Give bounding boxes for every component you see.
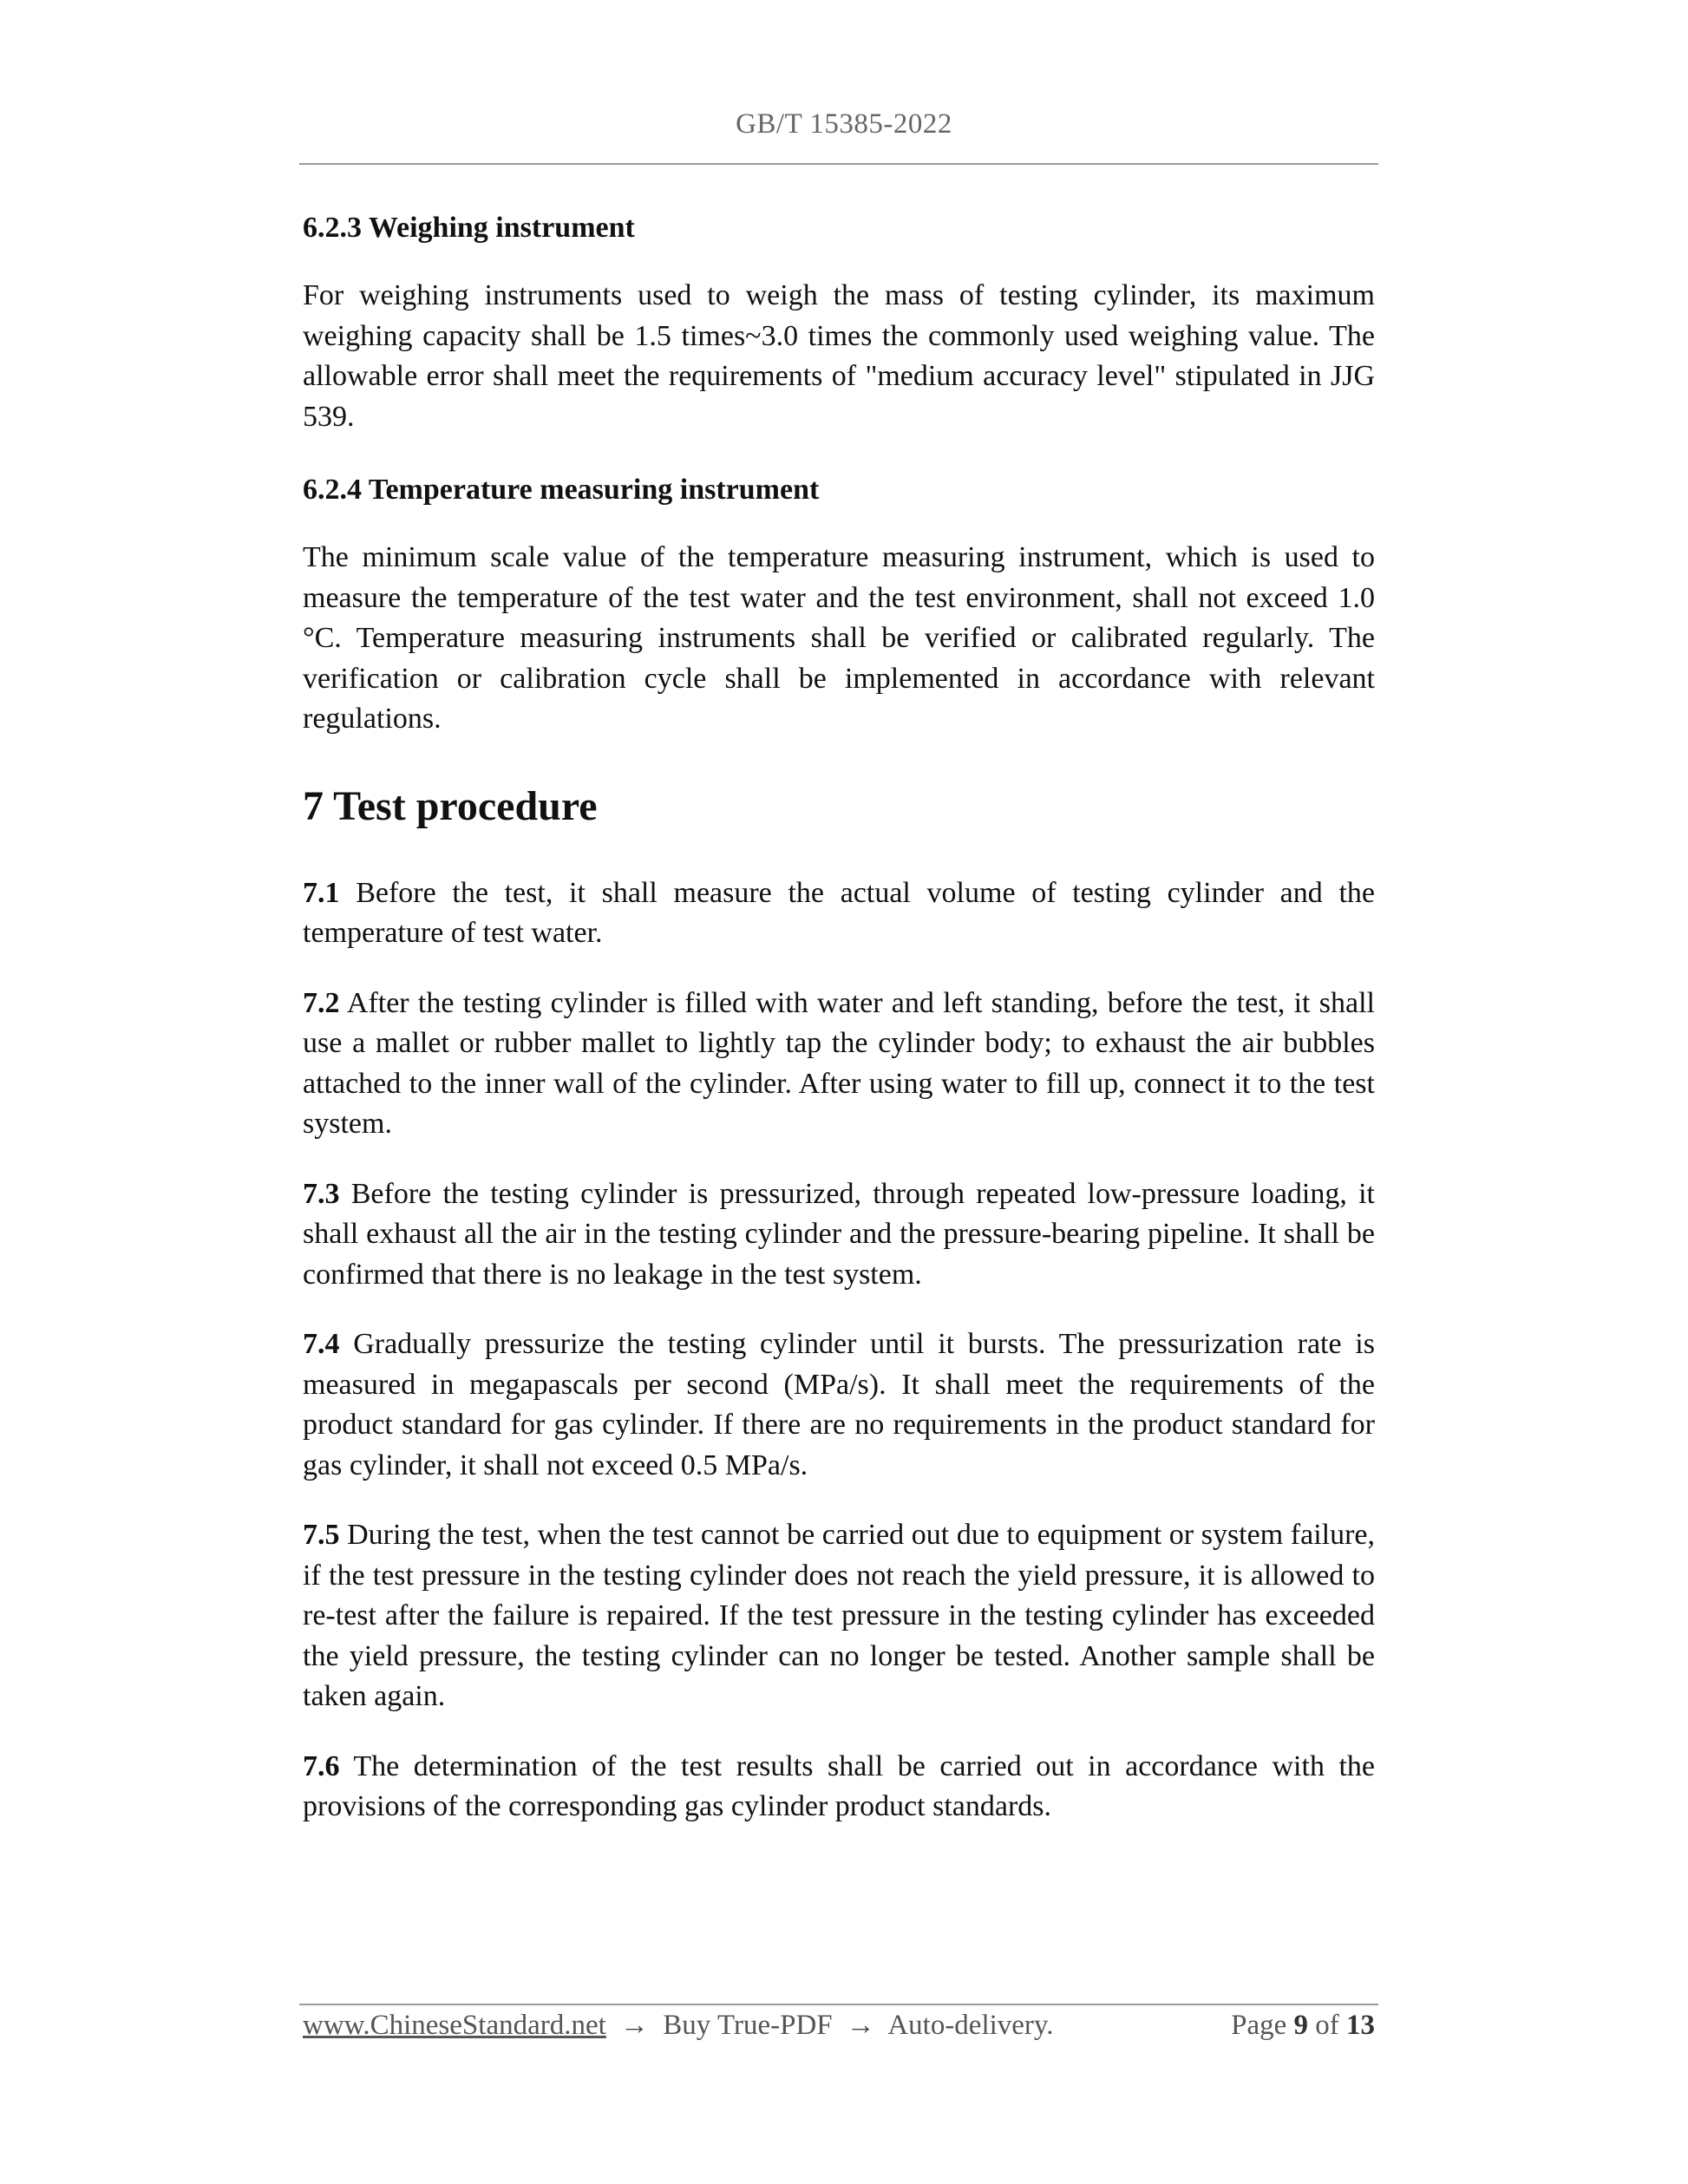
page-total: 13 — [1346, 2010, 1375, 2041]
page-content — [303, 205, 1375, 1857]
clause-7-1 — [303, 873, 1375, 954]
arrow-right-icon: → — [846, 2010, 875, 2041]
section-heading-6-2-4: 6.2.4 Temperature measuring instrument — [303, 474, 820, 506]
clause-text: Before the testing cylinder is pressurized, through repeated low-pressure loading, it shall exhaust all the air in the testing cylinder and the pressure-bearing pipeline. It shall be confirmed that there is no leakage in the test system. — [303, 1177, 1375, 1291]
clause-text: Gradually pressurize the testing cylinder until it bursts. The pressurization rate is measured in megapascals per second (MPa/s). It shall meet the requirements of the product standard for gas cylinder. If there are no requirements in the product standard for gas cylinder, it shall not exceed 0.5 MPa/s. — [303, 1328, 1375, 1481]
clause-number: 7.3 — [303, 1177, 340, 1210]
arrow-right-icon: → — [620, 2010, 650, 2041]
page-label: Page — [1231, 2010, 1287, 2041]
clause-text: During the test, when the test cannot be carried out due to equipment or system failure, if the test pressure in the testing cylinder does not reach the yield pressure, it is allowed to re-test after the failure is repaired. If the test pressure in the testing cylinder has exceeded the yield pressure, the testing cylinder can no longer be tested. Another sample shall be taken again. — [303, 1519, 1375, 1712]
page-footer — [303, 2005, 1375, 2045]
header-divider — [299, 163, 1378, 165]
clause-number: 7.4 — [303, 1328, 340, 1360]
page-of-label: of — [1315, 2010, 1339, 2041]
clause-7-4 — [303, 1324, 1375, 1486]
section-text-6-2-4: The minimum scale value of the temperature measuring instrument, which is used to measure the temperature of the test water and the test environment, shall not exceed 1.0 °C. Temperature measuring instruments shall be verified or calibrated regularly. The verification or calibration cycle shall be implemented in accordance with relevant regulations. — [303, 541, 1375, 735]
clause-7-3 — [303, 1174, 1375, 1296]
clause-text: The determination of the test results shall be carried out in accordance with the provisions of the corresponding gas cylinder product standards. — [303, 1749, 1375, 1822]
buy-true-pdf-text: Buy True-PDF — [663, 2010, 833, 2041]
document-header-title: GB/T 15385-2022 — [736, 108, 952, 140]
clause-7-6 — [303, 1747, 1375, 1828]
section-heading-6-2-3: 6.2.3 Weighing instrument — [303, 212, 635, 244]
clause-number: 7.5 — [303, 1519, 340, 1551]
section-text-6-2-3: For weighing instruments used to weigh the mass of testing cylinder, its maximum weighing capacity shall be 1.5 times~3.0 times the commonly used weighing value. The allowable error shall meet the requirements of "medium accuracy level" stipulated in JJG 539. — [303, 279, 1375, 433]
chinesestandard-link[interactable]: www.ChineseStandard.net — [303, 2010, 606, 2041]
clause-text: After the testing cylinder is filled with water and left standing, before the test, it shall use a mallet or rubber mallet to lightly tap the cylinder body; to exhaust the air bubbles attached to the inner wall of the cylinder. After using water to fill up, connect it to the test system. — [303, 986, 1375, 1140]
clause-7-2 — [303, 984, 1375, 1145]
footer-left — [303, 2005, 1054, 2045]
clause-number: 7.6 — [303, 1749, 340, 1782]
clause-number: 7.1 — [303, 876, 340, 909]
page-number — [1231, 2005, 1375, 2045]
auto-delivery-text: Auto-delivery. — [887, 2010, 1054, 2041]
page-current: 9 — [1293, 2010, 1308, 2041]
clause-number: 7.2 — [303, 986, 340, 1019]
clause-7-5 — [303, 1515, 1375, 1717]
clause-text: Before the test, it shall measure the actual volume of testing cylinder and the temperature of test water. — [303, 876, 1375, 949]
section-title-7: 7 Test procedure — [303, 782, 598, 829]
